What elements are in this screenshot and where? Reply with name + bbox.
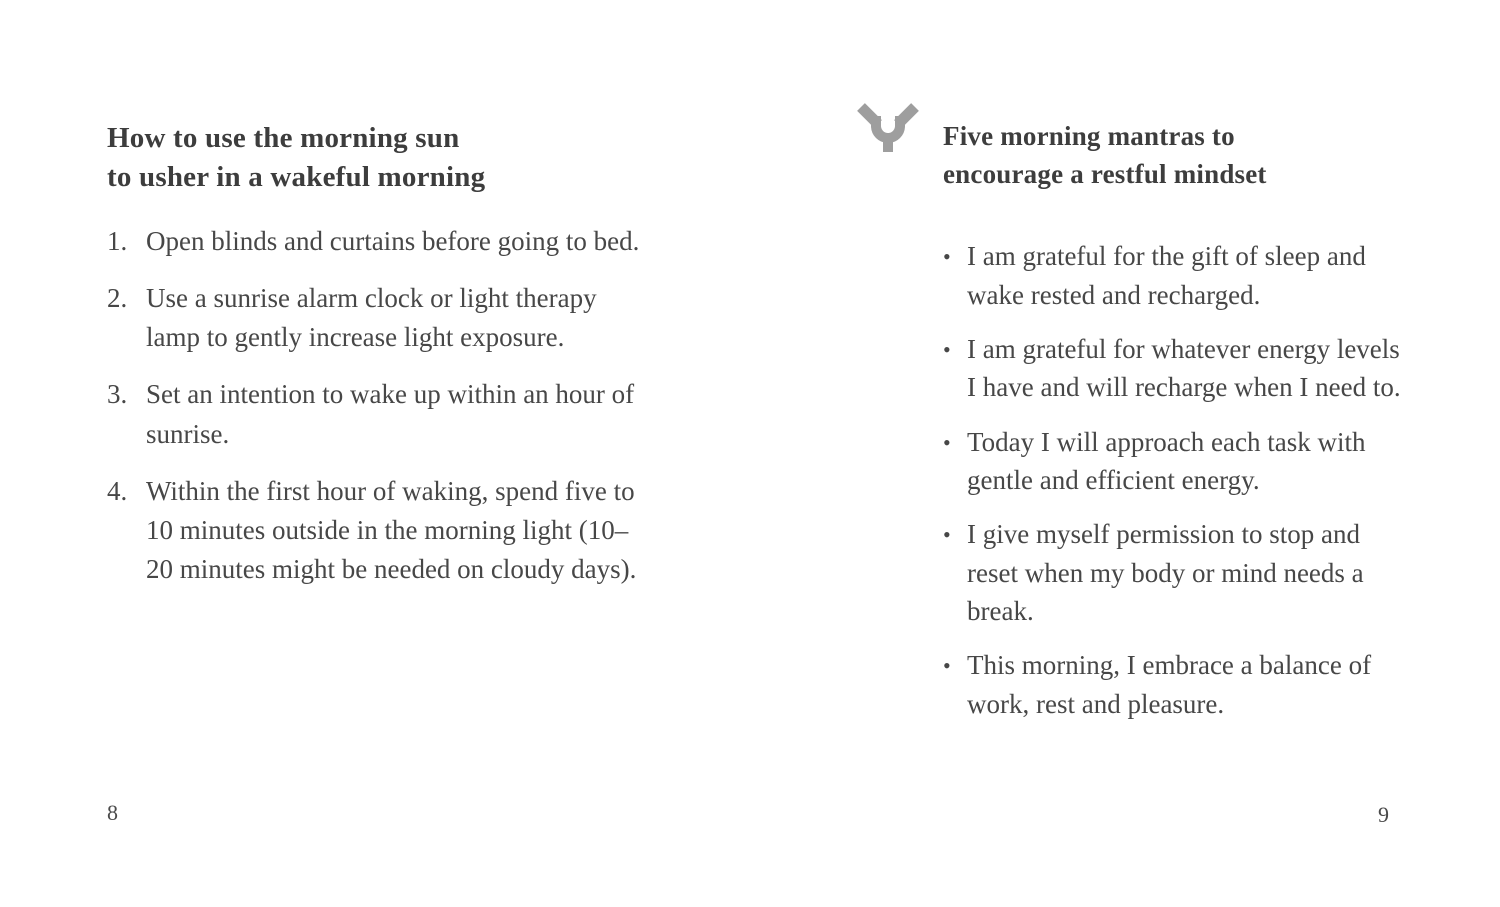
list-item-text: Within the first hour of waking, spend five to 10 minutes outside in the morning light (10–20 minutes might be needed on cloudy days). <box>146 475 637 584</box>
left-page-title-line1: How to use the morning sun <box>107 122 460 155</box>
list-item-text: I am grateful for whatever energy levels I have and will recharge when I need to. <box>967 333 1401 403</box>
bullet-marker: • <box>943 522 951 548</box>
list-item <box>107 375 667 453</box>
list-item-text: Use a sunrise alarm clock or light therapy lamp to gently increase light exposure. <box>146 283 597 353</box>
list-item-number: 4. <box>107 475 128 506</box>
right-page-title <box>943 118 1267 193</box>
right-page-header <box>855 96 1435 215</box>
right-page <box>855 96 1435 739</box>
morning-sun-steps-list <box>107 222 667 589</box>
list-item-text: Set an intention to wake up within an hour of sunrise. <box>146 379 635 449</box>
list-item-text: I give myself permission to stop and reset when my body or mind needs a break. <box>967 519 1364 626</box>
bullet-marker: • <box>943 653 951 679</box>
list-item <box>943 237 1435 314</box>
sun-rays-icon <box>855 96 925 159</box>
list-item <box>943 515 1435 630</box>
list-item-number: 1. <box>107 225 128 256</box>
left-page-title-line2: to usher in a wakeful morning <box>107 160 486 193</box>
list-item <box>943 646 1435 723</box>
list-item-number: 2. <box>107 283 128 314</box>
list-item-text: This morning, I embrace a balance of work, rest and pleasure. <box>967 650 1372 719</box>
right-page-title-line2: encourage a restful mindset <box>943 158 1267 189</box>
list-item <box>107 472 667 589</box>
left-page <box>107 100 667 607</box>
bullet-marker: • <box>943 429 951 455</box>
bullet-marker: • <box>943 244 951 270</box>
list-item-text: Open blinds and curtains before going to bed. <box>146 225 640 256</box>
list-item <box>107 222 667 261</box>
list-item-text: I am grateful for the gift of sleep and wake rested and recharged. <box>967 241 1366 310</box>
page-number-left: 8 <box>107 800 118 825</box>
list-item-number: 3. <box>107 379 128 410</box>
morning-mantras-list <box>855 237 1435 723</box>
list-item-text: Today I will approach each task with gentle and efficient energy. <box>967 426 1366 495</box>
page-number-right: 9 <box>1378 802 1389 827</box>
list-item <box>943 423 1435 500</box>
list-item <box>107 279 667 357</box>
left-page-title <box>107 119 667 196</box>
bullet-marker: • <box>943 336 951 362</box>
right-page-title-line1: Five morning mantras to <box>943 121 1235 152</box>
list-item <box>943 330 1435 407</box>
